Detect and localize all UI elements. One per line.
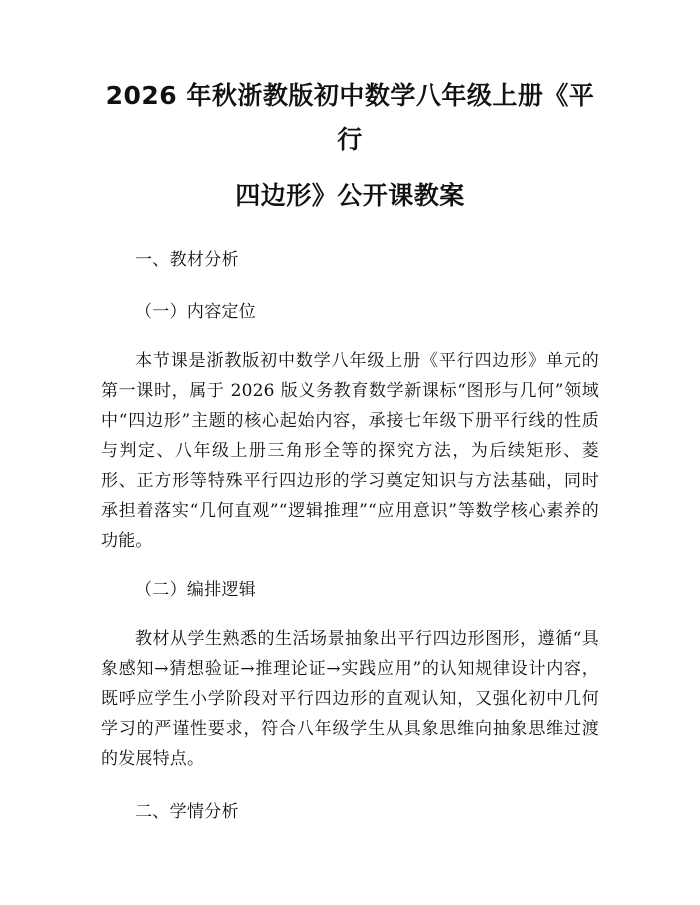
document-title-line-1: 2026 年秋浙教版初中数学八年级上册《平行 xyxy=(105,81,595,154)
subsection-heading-content-positioning: （一）内容定位 xyxy=(135,302,257,322)
paragraph-arrangement-logic: 教材从学生熟悉的生活场景抽象出平行四边形图形，遵循“具象感知→猜想验证→推理论证→实践应用”的认知规律设计内容，既呼应学生小学阶段对平行四边形的直观认知，又强化初中几何学习的严谨性要求，符合八年级学生从具象思维向抽象思维过渡的发展特点。 xyxy=(101,629,599,769)
document-title xyxy=(101,0,599,218)
section-heading-textbook-analysis: 一、教材分析 xyxy=(135,250,239,270)
subsection-heading-arrangement-logic: （二）编排逻辑 xyxy=(135,580,257,600)
document-title-line-2: 四边形》公开课教案 xyxy=(235,181,465,210)
paragraph-content-positioning: 本节课是浙教版初中数学八年级上册《平行四边形》单元的第一课时，属于 2026 版义务教育数学新课标“图形与几何”领域中“四边形”主题的核心起始内容，承接七年级下册平行线的性质与判定、八年级上册三角形全等的探究方法，为后续矩形、菱形、正方形等特殊平行四边形的学习奠定知识与方法基础，同时承担着落实“几何直观”“逻辑推理”“应用意识”等数学核心素养的功能。 xyxy=(101,351,599,551)
section-heading-student-analysis: 二、学情分析 xyxy=(135,802,239,822)
